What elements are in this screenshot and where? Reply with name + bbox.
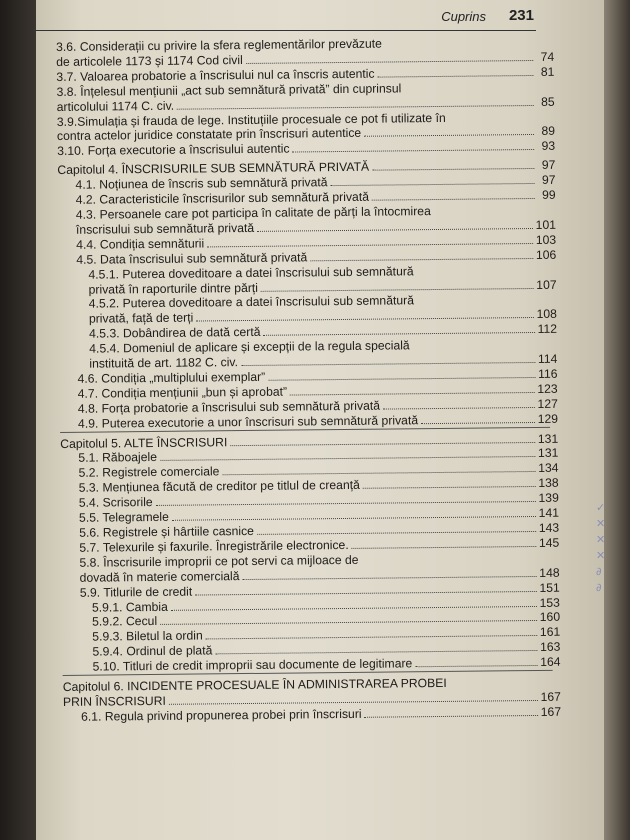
dot-leader <box>372 159 534 171</box>
toc-entry-text: 5.2. Registrele comerciale <box>78 464 220 481</box>
book-spine-shadow <box>0 0 36 840</box>
toc-entry-text: 4.5. Data înscrisului sub semnătură privată <box>76 250 308 267</box>
toc-entry-text: 4.9. Puterea executorie a unor înscrisuri sub semnătură privată <box>77 412 419 431</box>
toc-page-number: 93 <box>541 139 556 154</box>
toc-page-number: 74 <box>540 49 555 64</box>
dot-leader <box>241 353 535 366</box>
toc-entry-text: 4.7. Condiția mențiunii „bun și aprobat” <box>77 384 288 401</box>
dot-leader <box>257 219 533 232</box>
toc-page-number: 163 <box>539 639 561 655</box>
dot-leader <box>261 278 533 291</box>
toc-page-number: 131 <box>537 431 559 446</box>
dot-leader <box>222 462 535 475</box>
toc-entry-text: Capitolul 5. ALTE ÎNSCRISURI <box>60 434 228 451</box>
dot-leader <box>206 626 537 639</box>
toc-page-number: 101 <box>535 217 557 232</box>
toc-entry-text: privată, față de terți <box>88 310 194 326</box>
dot-leader <box>415 656 537 667</box>
toc-entry-text: 5.8. Înscrisurile improprii ce pot servi ca mijloace de <box>79 552 359 570</box>
dot-leader <box>421 413 535 424</box>
toc-entry-text: 3.9.Simulația și frauda de lege. Instituțiile procesuale ce pot fi utilizate în <box>56 110 446 129</box>
toc-page-number: 138 <box>538 476 559 491</box>
toc-entry-text: 5.9.2. Cecul <box>92 614 158 630</box>
dot-leader <box>257 522 536 535</box>
toc-page-number: 89 <box>541 124 556 139</box>
toc-page-number: 167 <box>540 689 561 704</box>
toc-entry-text: 3.7. Valoarea probatorie a înscrisului nul ca înscris autentic <box>56 66 375 84</box>
toc-entry-text: 5.9.3. Biletul la ordin <box>92 628 203 644</box>
dot-leader <box>263 323 534 336</box>
toc-entry-text: 5.1. Răboajele <box>78 450 158 466</box>
toc-page-number: 143 <box>538 520 560 535</box>
dot-leader <box>268 368 535 381</box>
toc-page-number: 97 <box>541 158 556 173</box>
toc-entry-text: 4.2. Caracteristicile înscrisurilor sub semnătură privată <box>75 189 370 207</box>
toc-page-number: 129 <box>537 411 559 426</box>
handwritten-margin-marks: ✓ ✕ ✕ ✕ ∂ ∂ <box>596 501 606 594</box>
toc-entry-text: de articolele 1173 și 1174 Cod civil <box>56 52 243 69</box>
toc-page-number: 145 <box>538 535 560 550</box>
dot-leader <box>215 641 537 654</box>
dot-leader <box>383 398 535 410</box>
toc-entry-text: 5.3. Mențiunea făcută de creditor pe titlul de creanță <box>78 478 360 496</box>
toc-page-number: 97 <box>541 172 556 188</box>
toc-page-number: 141 <box>538 505 560 521</box>
dot-leader <box>330 174 534 186</box>
toc-entry-text: instituită de art. 1182 C. civ. <box>89 355 239 371</box>
toc-page-number: 103 <box>535 232 557 247</box>
toc-page-number: 114 <box>537 351 558 366</box>
toc-entry-text: privată în raporturile dintre părți <box>88 280 259 297</box>
dot-leader <box>364 706 537 718</box>
toc-entry-text: 4.8. Forța probatorie a înscrisului sub semnătură privată <box>77 398 381 416</box>
toc-page-number: 112 <box>537 321 558 337</box>
toc-page-number: 131 <box>537 446 559 461</box>
toc-page-number: 85 <box>541 94 555 109</box>
toc-page-number: 108 <box>536 307 557 322</box>
dot-leader <box>195 582 536 596</box>
running-header <box>36 4 536 31</box>
book-page <box>36 0 604 840</box>
table-of-contents <box>54 35 561 725</box>
toc-entry-text: 4.1. Noțiunea de înscris sub semnătură privată <box>75 175 328 192</box>
dot-leader <box>160 447 535 461</box>
toc-page-number: 107 <box>536 277 557 292</box>
toc-entry-text: 5.7. Telexurile și faxurile. Înregistrările electronice. <box>79 537 349 555</box>
toc-entry-text: PRIN ÎNSCRISURI <box>62 693 166 709</box>
dot-leader <box>292 140 534 153</box>
page-edge-shadow <box>604 0 630 840</box>
toc-entry-text: Capitolul 6. INCIDENTE PROCESUALE ÎN ADMINISTRAREA PROBEI <box>62 675 447 695</box>
toc-entry-text: 3.8. Înțelesul mențiunii „act sub semnătură privată” din cuprinsul <box>56 81 402 99</box>
toc-entry-text: 3.6. Considerații cu privire la sfera reglementărilor prevăzute <box>55 36 382 54</box>
toc-entry-text: 5.5. Telegramele <box>78 509 169 525</box>
toc-page-number: 161 <box>539 625 561 640</box>
toc-entry-text: 5.6. Registrele și hârtiile casnice <box>79 523 255 540</box>
toc-entry-text: Capitolul 4. ÎNSCRISURILE SUB SEMNĂTURĂ PRIVATĂ <box>57 159 370 178</box>
toc-entry-text: 5.9.1. Cambia <box>91 599 168 615</box>
toc-entry-text: 4.6. Condiția „multiplului exemplar” <box>77 369 266 386</box>
toc-page-number: 106 <box>535 247 557 262</box>
dot-leader <box>160 611 537 625</box>
toc-page-number: 160 <box>539 610 561 625</box>
toc-entry-text: 6.1. Regula privind propunerea probei prin înscrisuri <box>81 706 362 724</box>
toc-entry-text: dovadă în materie comercială <box>79 568 240 585</box>
toc-entry-text: 4.5.1. Puterea doveditoare a datei înscrisului sub semnătură <box>88 263 414 282</box>
dot-leader <box>290 383 534 396</box>
toc-entry-text: 4.5.4. Domeniul de aplicare și excepții de la regula specială <box>89 338 410 356</box>
toc-page-number: 123 <box>537 381 558 396</box>
toc-entry-text: 5.9. Titlurile de credit <box>79 584 193 600</box>
toc-entry-text: 3.10. Forța executorie a înscrisului autentic <box>57 141 290 159</box>
dot-leader <box>196 308 533 322</box>
toc-page-number: 99 <box>542 187 556 202</box>
toc-entry-text: contra actelor juridice constatate prin înscrisuri autentice <box>56 126 362 144</box>
toc-page-number: 167 <box>540 704 562 719</box>
header-page-number: 231 <box>508 7 534 24</box>
dot-leader <box>156 492 536 506</box>
toc-page-number: 153 <box>539 595 560 610</box>
toc-page-number: 148 <box>539 565 560 580</box>
toc-entry-text: 5.10. Titluri de credit improprii sau documente de legitimare <box>92 656 413 674</box>
toc-entry-text: 4.4. Condiția semnăturii <box>76 236 205 252</box>
dot-leader <box>364 125 534 137</box>
dot-leader <box>310 249 533 261</box>
dot-leader <box>246 51 534 64</box>
toc-entry-text: înscrisului sub semnătură privată <box>75 220 255 237</box>
dot-leader <box>171 597 537 611</box>
dot-leader <box>230 433 535 446</box>
dot-leader <box>372 189 535 201</box>
toc-entry-text: articolului 1174 C. civ. <box>56 98 175 114</box>
toc-entry-text: 4.3. Persoanele care pot participa în calitate de părți la întocmirea <box>75 204 431 222</box>
dot-leader <box>207 234 533 247</box>
toc-page-number: 139 <box>538 490 559 506</box>
dot-leader <box>377 66 533 78</box>
toc-page-number: 81 <box>540 64 555 79</box>
toc-page-number: 134 <box>538 461 559 476</box>
toc-page-number: 127 <box>537 396 558 411</box>
toc-page-number: 164 <box>540 654 561 670</box>
toc-entry-text: 5.4. Scrisorile <box>78 495 153 510</box>
header-section-title: Cuprins <box>441 9 486 24</box>
toc-entry-text: 4.5.3. Dobândirea de dată certă <box>89 325 261 341</box>
dot-leader <box>363 477 536 489</box>
toc-entry-text: 5.9.4. Ordinul de plată <box>92 643 213 659</box>
dot-leader <box>352 537 536 549</box>
toc-entry-text: 4.5.2. Puterea doveditoare a datei înscrisului sub semnătură <box>88 293 415 312</box>
toc-page-number: 116 <box>538 366 558 381</box>
dot-leader <box>242 567 536 580</box>
toc-page-number: 151 <box>539 580 560 595</box>
dot-leader <box>172 507 536 521</box>
